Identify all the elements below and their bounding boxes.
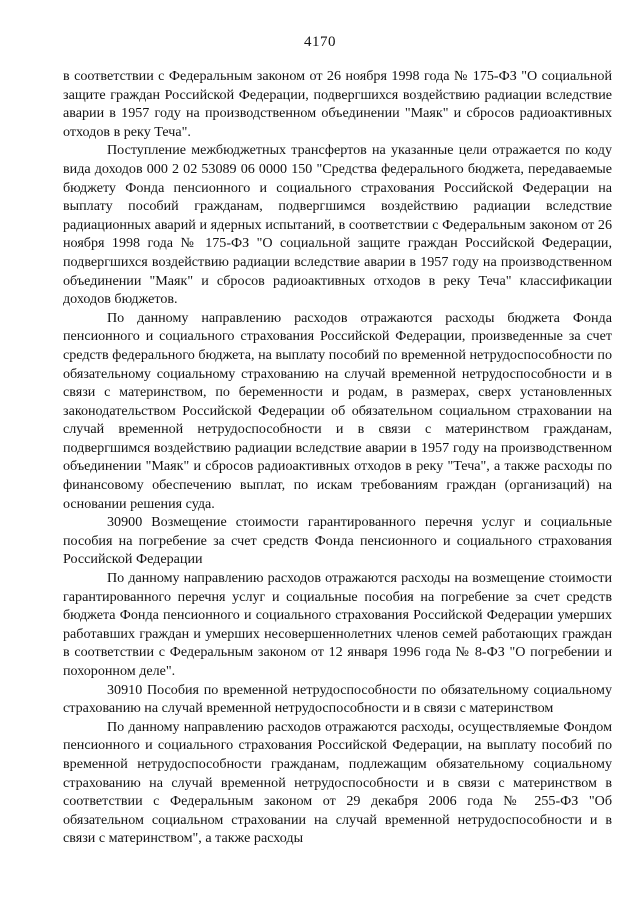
paragraph-burial-expenses: По данному направлению расходов отражаются расходы на возмещение стоимости гарантированного перечня услуг и социальные пособия на погребение за счет средств бюджета Фонда пенсионного и социального страхования Российской Федерации умерших работавших граждан и умерших несовершеннолетних членов семей работающих граждан в соответствии с Федеральным законом от 12 января 1996 года № 8-ФЗ "О погребении и похоронном деле". <box>63 570 612 679</box>
page-number: 4170 <box>304 34 336 50</box>
paragraph-transfer-receipts: Поступление межбюджетных трансфертов на указанные цели отражается по коду вида доходов 000 2 02 53089 06 0000 150 "Средства федерального бюджета, передаваемые бюджету Фонда пенсионного и социального страхования Российской Федерации на выплату пособий гражданам, подвергшимся воздействию радиации вследствие радиационных аварий и ядерных испытаний, в соответствии с Федеральным законом от 26 ноября 1998 года № 175-ФЗ "О социальной защите граждан Российской Федерации, подвергшихся воздействию радиации вследствие аварии в 1957 году на производственном объединении "Маяк" и сбросов радиоактивных отходов в реку Теча" классификации доходов бюджетов. <box>63 142 612 308</box>
section-heading-30900: 30900 Возмещение стоимости гарантированного перечня услуг и социальные пособия на погребение за счет средств Фонда пенсионного и социального страхования Российской Федерации <box>63 514 612 568</box>
paragraph-law-reference: в соответствии с Федеральным законом от 26 ноября 1998 года № 175-ФЗ "О социальной защите граждан Российской Федерации, подвергшихся воздействию радиации вследствие аварии в 1957 году на производственном объединении "Маяк" и сбросов радиоактивных отходов в реку Теча". <box>63 68 612 140</box>
paragraph-expense-description: По данному направлению расходов отражаются расходы бюджета Фонда пенсионного и социального страхования Российской Федерации, произведенные за счет средств федерального бюджета, на выплату пособий по временной нетрудоспособности по обязательному социальному страхованию на случай временной нетрудоспособности и в связи с материнством, по беременности и родам, в размерах, сверх установленных законодательством Российской Федерации об обязательном социальном страховании на случай временной нетрудоспособности и в связи с материнством гражданам, подвергшимся воздействию радиации вследствие аварии в 1957 году на производственном объединении "Маяк" и сбросов радиоактивных отходов в реку "Теча", а также расходы по финансовому обеспечению выплат, по искам требованиям граждан (организаций) на основании решения суда. <box>63 309 612 512</box>
paragraph-disability-benefits: По данному направлению расходов отражаются расходы, осуществляемые Фондом пенсионного и социального страхования Российской Федерации, на выплату пособий по временной нетрудоспособности гражданам, подлежащим обязательному социальному страхованию на случай временной нетрудоспособности и в связи с материнством в соответствии с Федеральным законом от 29 декабря 2006 года № 255-ФЗ "Об обязательном социальном страховании на случай временной нетрудоспособности и в связи с материнством", а также расходы <box>63 718 612 847</box>
document-body <box>63 67 612 848</box>
section-heading-30910: 30910 Пособия по временной нетрудоспособности по обязательному социальному страхованию на случай временной нетрудоспособности и в связи с материнством <box>63 681 612 717</box>
